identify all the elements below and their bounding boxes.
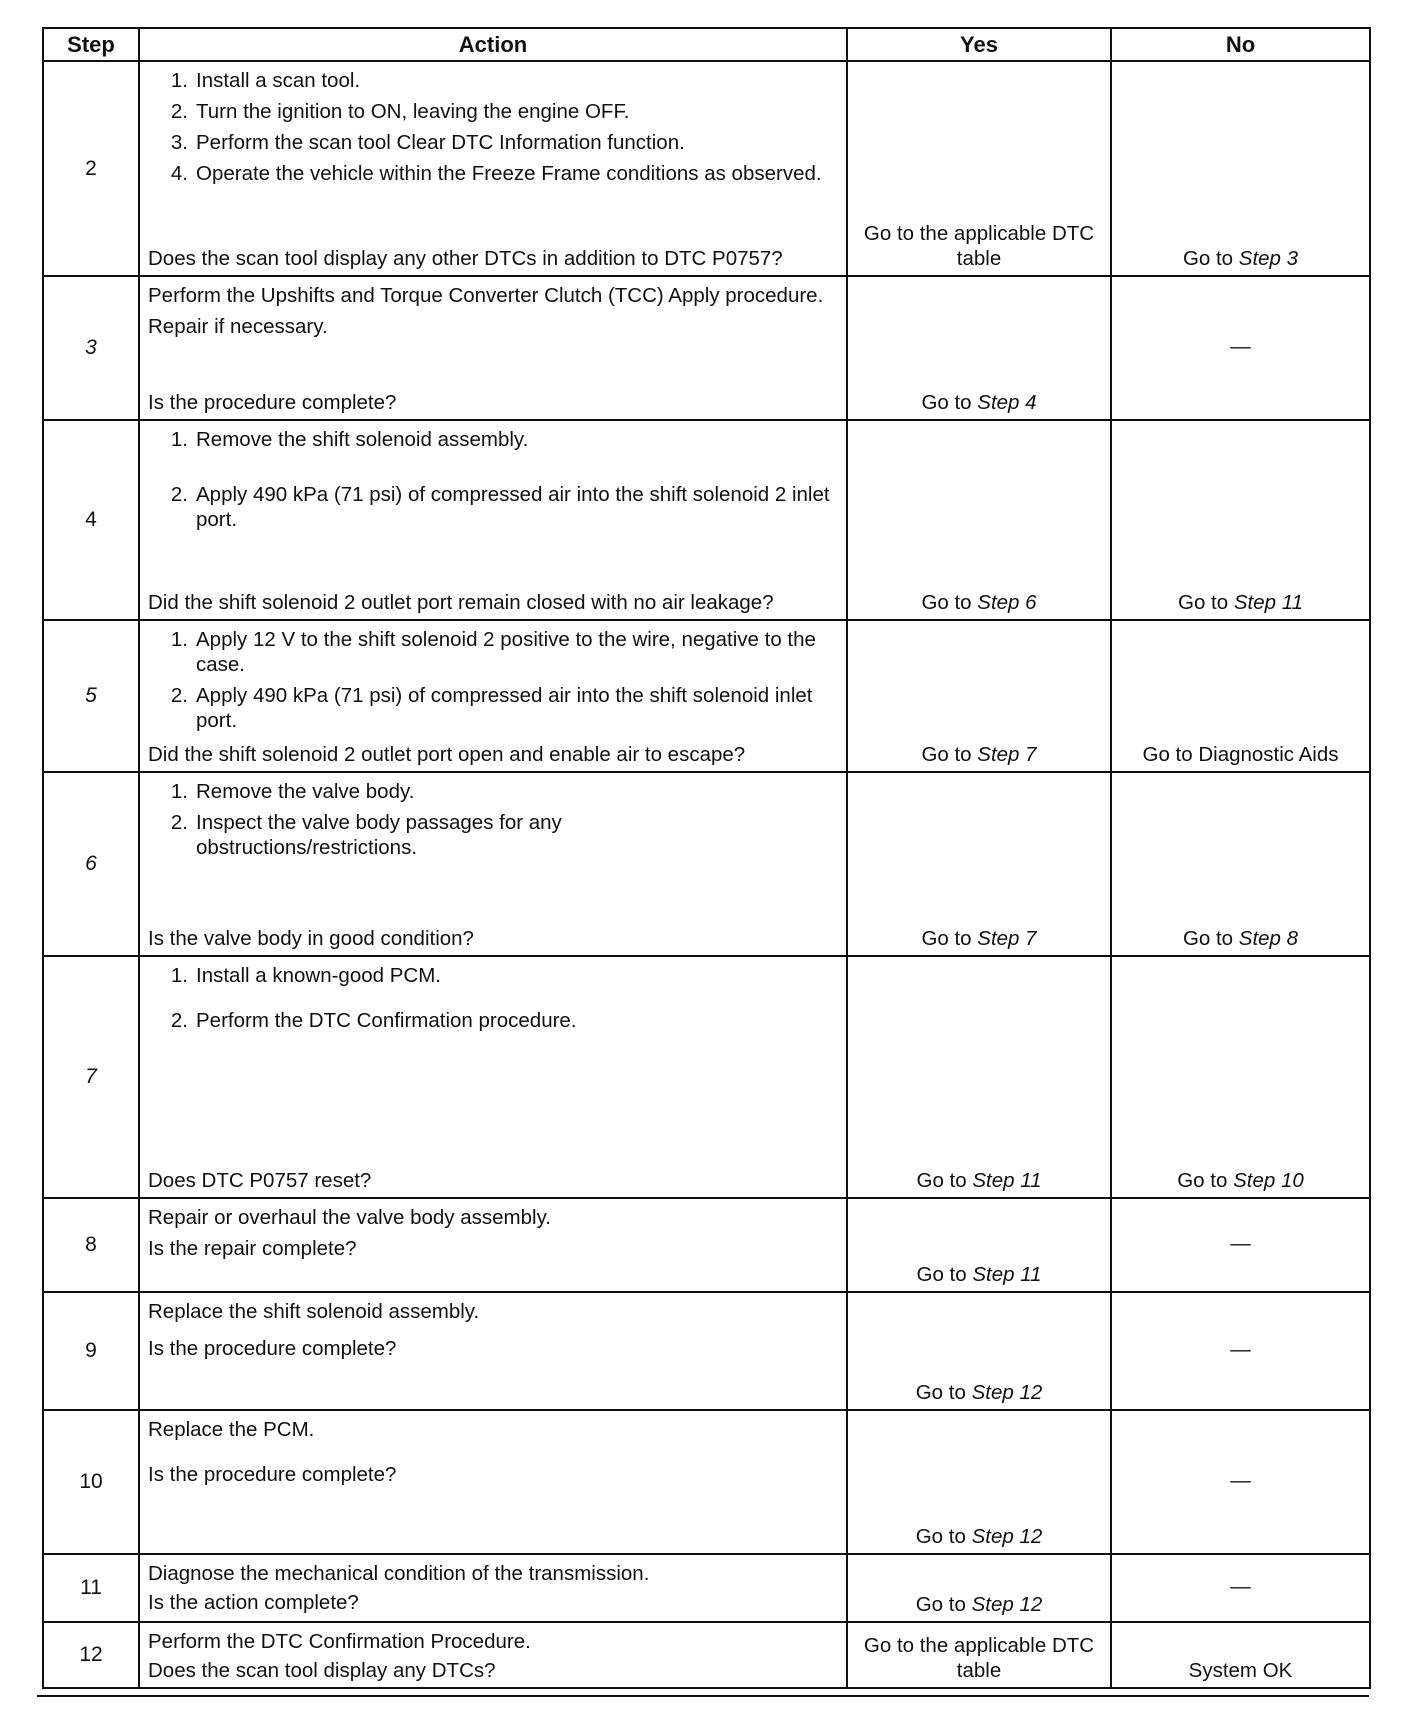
no-result: —: [1111, 276, 1370, 420]
action-question: Is the repair complete?: [148, 1237, 357, 1260]
action-cell: [139, 620, 847, 772]
action-note: Repair if necessary.: [148, 315, 328, 338]
list-item: 2. Apply 490 kPa (71 psi) of compressed air into the shift solenoid inlet port.: [170, 684, 813, 732]
no-result: Go to Step 8: [1111, 772, 1370, 956]
action-cell: [139, 276, 847, 420]
step-number: 5: [43, 620, 139, 772]
diagnostic-table: [42, 27, 1371, 1689]
no-result: Go to Step 11: [1111, 420, 1370, 620]
list-item: 1. Remove the shift solenoid assembly.: [170, 428, 529, 451]
yes-result: Go to Step 12: [847, 1410, 1111, 1554]
action-question: Does the scan tool display any other DTCs in addition to DTC P0757?: [148, 247, 783, 270]
table-row: [43, 1622, 1370, 1688]
action-lead: Perform the Upshifts and Torque Converter Clutch (TCC) Apply procedure.: [148, 284, 824, 307]
action-lead: Perform the DTC Confirmation Procedure.: [148, 1630, 531, 1653]
list-item: 3. Perform the scan tool Clear DTC Information function.: [170, 131, 685, 154]
list-item: 1. Install a known-good PCM.: [170, 964, 441, 987]
header-step: Step: [43, 28, 139, 61]
action-lead: Replace the shift solenoid assembly.: [148, 1300, 480, 1323]
yes-result: Go to Step 12: [847, 1292, 1111, 1410]
list-item: 4. Operate the vehicle within the Freeze Frame conditions as observed.: [170, 162, 822, 185]
action-cell: [139, 1410, 847, 1554]
yes-result: Go to Step 11: [847, 1198, 1111, 1292]
yes-result: Go to Step 6: [847, 420, 1111, 620]
action-cell: [139, 1198, 847, 1292]
yes-result: Go to Step 7: [847, 620, 1111, 772]
list-item: 1. Install a scan tool.: [170, 69, 361, 92]
action-question: Did the shift solenoid 2 outlet port open and enable air to escape?: [148, 743, 746, 766]
table-row: [43, 1410, 1370, 1554]
yes-result: Go to Step 11: [847, 956, 1111, 1198]
table-row: [43, 1292, 1370, 1410]
step-number: 3: [43, 276, 139, 420]
action-cell: [139, 420, 847, 620]
table-row: [43, 420, 1370, 620]
action-question: Is the action complete?: [148, 1591, 359, 1614]
page-divider: [37, 1695, 1369, 1697]
action-question: Does the scan tool display any DTCs?: [148, 1659, 496, 1682]
action-question: Is the procedure complete?: [148, 1463, 397, 1486]
list-item: 1. Apply 12 V to the shift solenoid 2 positive to the wire, negative to the case.: [170, 628, 816, 676]
no-result: Go to Diagnostic Aids: [1111, 620, 1370, 772]
step-number: 8: [43, 1198, 139, 1292]
header-action: Action: [139, 28, 847, 61]
no-result: Go to Step 10: [1111, 956, 1370, 1198]
table-row: [43, 620, 1370, 772]
no-result: —: [1111, 1198, 1370, 1292]
step-number: 9: [43, 1292, 139, 1410]
table-row: [43, 956, 1370, 1198]
action-question: Is the procedure complete?: [148, 1337, 397, 1360]
yes-result: Go to Step 7: [847, 772, 1111, 956]
step-number: 7: [43, 956, 139, 1198]
list-item: 2. Apply 490 kPa (71 psi) of compressed air into the shift solenoid 2 inlet port.: [170, 483, 830, 531]
yes-result: Go to Step 4: [847, 276, 1111, 420]
table-row: [43, 61, 1370, 276]
action-lead: Repair or overhaul the valve body assembly.: [148, 1206, 551, 1229]
table-row: [43, 1554, 1370, 1622]
table-row: [43, 276, 1370, 420]
header-no: No: [1111, 28, 1370, 61]
action-question: Did the shift solenoid 2 outlet port remain closed with no air leakage?: [148, 591, 774, 614]
no-result: Go to Step 3: [1111, 61, 1370, 276]
no-result: —: [1111, 1292, 1370, 1410]
action-question: Is the procedure complete?: [148, 391, 397, 414]
table-row: [43, 1198, 1370, 1292]
no-result: System OK: [1111, 1622, 1370, 1688]
yes-result: Go to the applicable DTC table: [847, 61, 1111, 276]
step-number: 2: [43, 61, 139, 276]
table-row: [43, 772, 1370, 956]
no-result: —: [1111, 1410, 1370, 1554]
action-cell: [139, 1622, 847, 1688]
action-cell: [139, 956, 847, 1198]
action-cell: [139, 1292, 847, 1410]
step-number: 4: [43, 420, 139, 620]
no-result: —: [1111, 1554, 1370, 1622]
header-row: [43, 28, 1370, 61]
step-number: 6: [43, 772, 139, 956]
action-cell: [139, 1554, 847, 1622]
yes-result: Go to the applicable DTC table: [847, 1622, 1111, 1688]
list-item: 2. Turn the ignition to ON, leaving the engine OFF.: [170, 100, 630, 123]
header-yes: Yes: [847, 28, 1111, 61]
list-item: 2. Perform the DTC Confirmation procedure.: [170, 1009, 577, 1032]
yes-result: Go to Step 12: [847, 1554, 1111, 1622]
action-question: Is the valve body in good condition?: [148, 927, 474, 950]
step-number: 11: [43, 1554, 139, 1622]
action-lead: Replace the PCM.: [148, 1418, 315, 1441]
action-cell: [139, 772, 847, 956]
step-number: 12: [43, 1622, 139, 1688]
list-item: 2. Inspect the valve body passages for any obstructions/restrictions.: [170, 811, 562, 859]
list-item: 1. Remove the valve body.: [170, 780, 415, 803]
action-lead: Diagnose the mechanical condition of the transmission.: [148, 1562, 650, 1585]
step-number: 10: [43, 1410, 139, 1554]
action-cell: [139, 61, 847, 276]
action-question: Does DTC P0757 reset?: [148, 1169, 372, 1192]
